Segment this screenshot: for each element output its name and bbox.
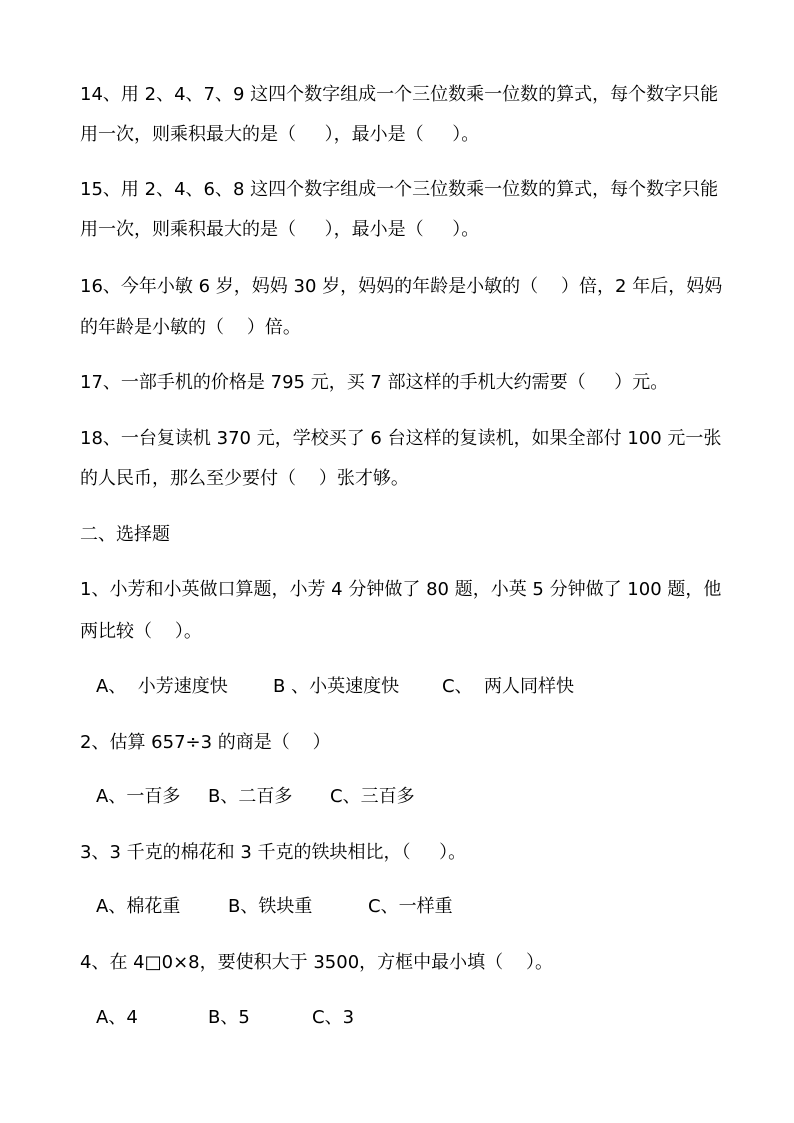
- choice-2-option-b: B、二百多: [208, 786, 293, 807]
- question-14-line-2: 用一次，则乘积最大的是（ ），最小是（ ）。: [80, 124, 480, 145]
- question-14-line-1: 14、用 2、4、7、9 这四个数字组成一个三位数乘一位数的算式，每个数字只能: [80, 84, 719, 105]
- question-18-line-1: 18、一台复读机 370 元，学校买了 6 台这样的复读机，如果全部付 100 元一张: [80, 428, 722, 449]
- choice-3-option-b: B、铁块重: [228, 896, 313, 917]
- choice-4-option-a: A、4: [96, 1007, 138, 1028]
- question-15-line-1: 15、用 2、4、6、8 这四个数字组成一个三位数乘一位数的算式，每个数字只能: [80, 179, 719, 200]
- choice-2-line-1: 2、估算 657÷3 的商是（ ）: [80, 732, 331, 753]
- question-16-line-1: 16、今年小敏 6 岁，妈妈 30 岁，妈妈的年龄是小敏的（ ）倍，2 年后，妈妈: [80, 276, 723, 297]
- question-16-line-2: 的年龄是小敏的（ ）倍。: [80, 317, 301, 338]
- choice-3-line-1: 3、3 千克的棉花和 3 千克的铁块相比，（ ）。: [80, 842, 467, 863]
- choice-2-option-a: A、一百多: [96, 786, 181, 807]
- choice-1-option-c: C、 两人同样快: [442, 676, 575, 697]
- question-18-line-2: 的人民币，那么至少要付（ ）张才够。: [80, 468, 409, 489]
- question-15-line-2: 用一次，则乘积最大的是（ ），最小是（ ）。: [80, 219, 480, 240]
- choice-4-option-c: C、3: [312, 1007, 355, 1028]
- choice-4-line-1: 4、在 4□0×8，要使积大于 3500，方框中最小填（ ）。: [80, 952, 554, 973]
- choice-4-option-b: B、5: [208, 1007, 250, 1028]
- choice-1-option-a: A、 小芳速度快: [96, 676, 228, 697]
- choice-2-option-c: C、三百多: [330, 786, 415, 807]
- choice-1-option-b: B 、小英速度快: [273, 676, 400, 697]
- choice-1-line-1: 1、小芳和小英做口算题，小芳 4 分钟做了 80 题，小英 5 分钟做了 100 题，他: [80, 579, 722, 600]
- choice-3-option-a: A、棉花重: [96, 896, 181, 917]
- question-17-line-1: 17、一部手机的价格是 795 元，买 7 部这样的手机大约需要（ ）元。: [80, 372, 669, 393]
- choice-3-option-c: C、一样重: [368, 896, 453, 917]
- section-title-choice: 二、选择题: [80, 524, 170, 545]
- choice-1-line-2: 两比较（ ）。: [80, 621, 202, 642]
